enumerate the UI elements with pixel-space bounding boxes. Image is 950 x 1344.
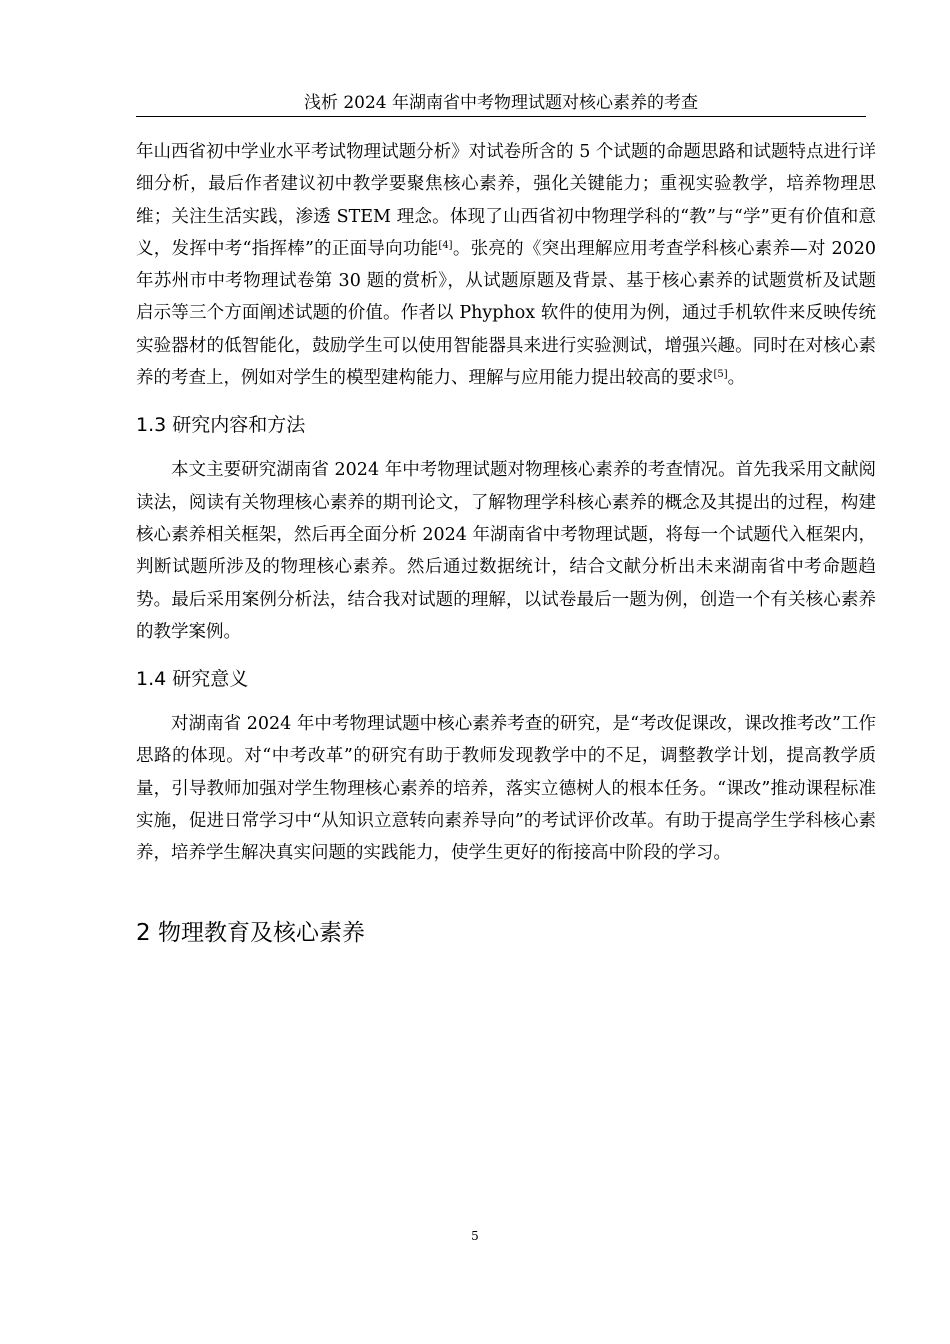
running-title: 浅析 2024 年湖南省中考物理试题对核心素养的考查 (303, 93, 699, 113)
paragraph-text: 。 (727, 368, 746, 389)
citation-5[interactable]: [5] (713, 369, 728, 381)
section-heading-1-3: 1.3 研究内容和方法 (136, 414, 306, 437)
page-number: 5 (471, 1229, 479, 1243)
citation-4[interactable]: [4] (438, 239, 453, 251)
page-body (136, 136, 876, 950)
running-header (136, 90, 866, 117)
chapter-heading-2: 2 物理教育及核心素养 (136, 919, 365, 946)
paragraph-research-significance: 对湖南省 2024 年中考物理试题中核心素养考查的研究，是“考改促课改，课改推考改”工作思路的体现。对“中考改革”的研究有助于教师发现教学中的不足，调整教学计划，提高教学质量，引导教师加强对学生物理核心素养的培养，落实立德树人的根本任务。“课改”推动课程标准实施，促进日常学习中“从知识立意转向素养导向”的考试评价改革。有助于提高学生学科核心素养，培养学生解决真实问题的实践能力，使学生更好的衔接高中阶段的学习。 (136, 714, 876, 864)
paragraph-research-methods: 本文主要研究湖南省 2024 年中考物理试题对物理核心素养的考查情况。首先我采用文献阅读法，阅读有关物理核心素养的期刊论文，了解物理学科核心素养的概念及其提出的过程，构建核心素养相关框架，然后再全面分析 2024 年湖南省中考物理试题，将每一个试题代入框架内，判断试题所涉及的物理核心素养。然后通过数据统计，结合文献分析出未来湖南省中考命题趋势。最后采用案例分析法，结合我对试题的理解，以试卷最后一题为例，创造一个有关核心素养的教学案例。 (136, 460, 876, 642)
paragraph-literature-review (136, 136, 876, 394)
paragraph-text: 年山西省初中学业水平考试物理试题分析》对试卷所含的 5 个试题的命题思路和试题特点进行详细分析，最后作者建议初中教学要聚焦核心素养，强化关键能力；重视实验教学，培养物理思维；关注生活实践，渗透 STEM 理念。体现了山西省初中物理学科的“教”与“学”更有价值和意义，发挥中考“指挥棒”的正面导向功能 (136, 142, 876, 259)
paragraph-text: 。张亮的《突出理解应用考查学科核心素养—对 2020 年苏州市中考物理试卷第 30 题的赏析》，从试题原题及背景、基于核心素养的试题赏析及试题启示等三个方面阐述试题的价值。作者以 Phyphox 软件的使用为例，通过手机软件来反映传统实验器材的低智能化，鼓励学生可以使用智能器具来进行实验测试，增强兴趣。同时在对核心素养的考查上，例如对学生的模型建构能力、理解与应用能力提出较高的要求 (136, 238, 876, 389)
section-heading-1-4: 1.4 研究意义 (136, 668, 249, 691)
